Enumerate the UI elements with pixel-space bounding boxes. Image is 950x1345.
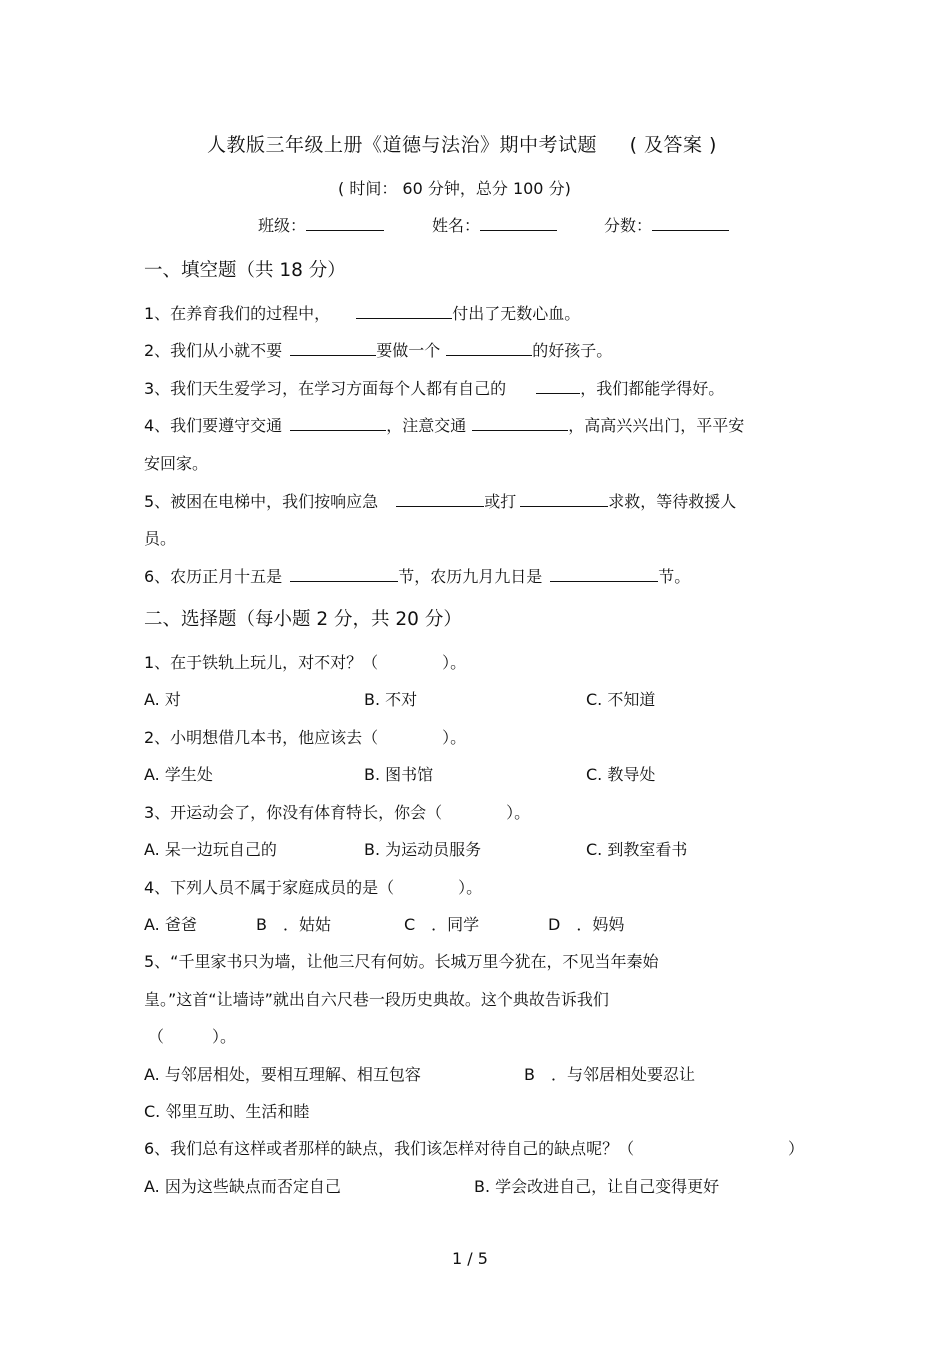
s2-q5-option-c: C. 邻里互助、生活和睦 bbox=[144, 1102, 310, 1121]
s2-q4-option-c: C ．同学 bbox=[404, 915, 480, 934]
s1-q2-text-a: 2、我们从小就不要 bbox=[144, 341, 283, 360]
s2-q6-option-b: B. 学会改进自己，让自己变得更好 bbox=[474, 1177, 720, 1196]
s1-q6-text-b: 节，农历九月九日是 bbox=[398, 567, 543, 586]
s2-q4-option-d: D ．妈妈 bbox=[548, 915, 625, 934]
s1-q6-text-c: 节。 bbox=[658, 567, 691, 586]
s1-q3-text-a: 3、我们天生爱学习，在学习方面每个人都有自己的 bbox=[144, 379, 507, 398]
s1-q2-text-b: 要做一个 bbox=[376, 341, 441, 360]
s1-q3-blank bbox=[536, 376, 580, 394]
class-field bbox=[258, 213, 384, 236]
s2-q2-option-c: C. 教导处 bbox=[586, 765, 656, 784]
s2-q3-stem: 3、开运动会了，你没有体育特长，你会（ ）。 bbox=[144, 803, 531, 822]
s2-q2-stem: 2、小明想借几本书，他应该去（ ）。 bbox=[144, 728, 467, 747]
s1-q6 bbox=[144, 564, 690, 587]
name-label: 姓名： bbox=[432, 216, 481, 235]
s1-q1-text-b: 付出了无数心血。 bbox=[452, 304, 581, 323]
s1-q4-text-b: ，注意交通 bbox=[386, 416, 467, 435]
s2-q1-option-b: B. 不对 bbox=[364, 690, 418, 709]
s1-q5-text-b: 或打 bbox=[484, 492, 517, 511]
s2-q1-stem: 1、在于铁轨上玩儿，对不对？（ ）。 bbox=[144, 653, 467, 672]
s2-q4-stem: 4、下列人员不属于家庭成员的是（ ）。 bbox=[144, 878, 483, 897]
s1-q5-text-c: 求救，等待救援人 bbox=[608, 492, 737, 511]
s1-q2 bbox=[144, 338, 612, 361]
s2-q3-option-b: B. 为运动员服务 bbox=[364, 840, 482, 859]
s1-q1 bbox=[144, 301, 580, 324]
s1-q6-blank-1 bbox=[290, 564, 398, 582]
title-text: 人教版三年级上册《道德与法治》期中考试题 bbox=[207, 134, 598, 156]
s1-q3-text-b: ，我们都能学得好。 bbox=[580, 379, 725, 398]
s2-q6-close-paren: ） bbox=[788, 1139, 805, 1158]
name-blank bbox=[480, 213, 557, 231]
s1-q4-blank-2 bbox=[472, 413, 568, 431]
s1-q4-text-a: 4、我们要遵守交通 bbox=[144, 416, 283, 435]
s1-q5-cont: 员。 bbox=[144, 529, 177, 548]
s1-q6-blank-2 bbox=[550, 564, 658, 582]
s1-q2-blank-2 bbox=[446, 338, 532, 356]
score-label: 分数： bbox=[604, 216, 653, 235]
s2-q3-option-a: A. 呆一边玩自己的 bbox=[144, 840, 277, 859]
page-number: 1 / 5 bbox=[452, 1249, 488, 1268]
s2-q4-option-a: A. 爸爸 bbox=[144, 915, 197, 934]
s2-q6-stem: 6、我们总有这样或者那样的缺点，我们该怎样对待自己的缺点呢？（ bbox=[144, 1139, 635, 1158]
s2-q3-option-c: C. 到教室看书 bbox=[586, 840, 688, 859]
class-blank bbox=[306, 213, 384, 231]
s1-q6-text-a: 6、农历正月十五是 bbox=[144, 567, 283, 586]
s2-q5-line1: 5、“千里家书只为墙，让他三尺有何妨。长城万里今犹在，不见当年秦始 bbox=[144, 952, 659, 971]
s1-q5-blank-1 bbox=[396, 489, 484, 507]
exam-title bbox=[207, 130, 717, 157]
s2-q6-option-a: A. 因为这些缺点而否定自己 bbox=[144, 1177, 341, 1196]
s1-q1-blank bbox=[356, 301, 452, 319]
s2-q2-option-a: A. 学生处 bbox=[144, 765, 213, 784]
section1-heading: 一、填空题（共 18 分） bbox=[144, 260, 346, 281]
s2-q5-option-a: A. 与邻居相处，要相互理解、相互包容 bbox=[144, 1065, 421, 1084]
s2-q5-option-b: B ．与邻居相处要忍让 bbox=[524, 1065, 695, 1084]
s1-q4-blank-1 bbox=[290, 413, 386, 431]
s1-q3 bbox=[144, 376, 724, 399]
s2-q1-option-c: C. 不知道 bbox=[586, 690, 656, 709]
s2-q4-option-b: B ．姑姑 bbox=[256, 915, 331, 934]
s2-q5-line2: 皇。”这首“让墙诗”就出自六尺巷一段历史典故。这个典故告诉我们 bbox=[144, 990, 609, 1009]
s1-q4 bbox=[144, 413, 744, 436]
s1-q2-text-c: 的好孩子。 bbox=[532, 341, 613, 360]
section2-heading: 二、选择题（每小题 2 分，共 20 分） bbox=[144, 609, 462, 630]
s1-q2-blank-1 bbox=[290, 338, 376, 356]
s1-q4-cont: 安回家。 bbox=[144, 454, 209, 473]
s1-q5-text-a: 5、被困在电梯中，我们按响应急 bbox=[144, 492, 379, 511]
s1-q5 bbox=[144, 489, 736, 512]
s2-q2-option-b: B. 图书馆 bbox=[364, 765, 434, 784]
class-label: 班级： bbox=[258, 216, 307, 235]
s2-q5-line3: （ ）。 bbox=[148, 1027, 237, 1046]
score-blank bbox=[652, 213, 729, 231]
s1-q1-text-a: 1、在养育我们的过程中， bbox=[144, 304, 331, 323]
s1-q5-blank-2 bbox=[520, 489, 608, 507]
score-field bbox=[604, 213, 729, 236]
name-field bbox=[432, 213, 557, 236]
s2-q1-option-a: A. 对 bbox=[144, 690, 181, 709]
exam-info: ( 时间： 60 分钟，总分 100 分) bbox=[338, 179, 571, 198]
s1-q4-text-c: ，高高兴兴出门，平平安 bbox=[568, 416, 745, 435]
title-suffix: ( 及答案 ) bbox=[629, 134, 717, 156]
